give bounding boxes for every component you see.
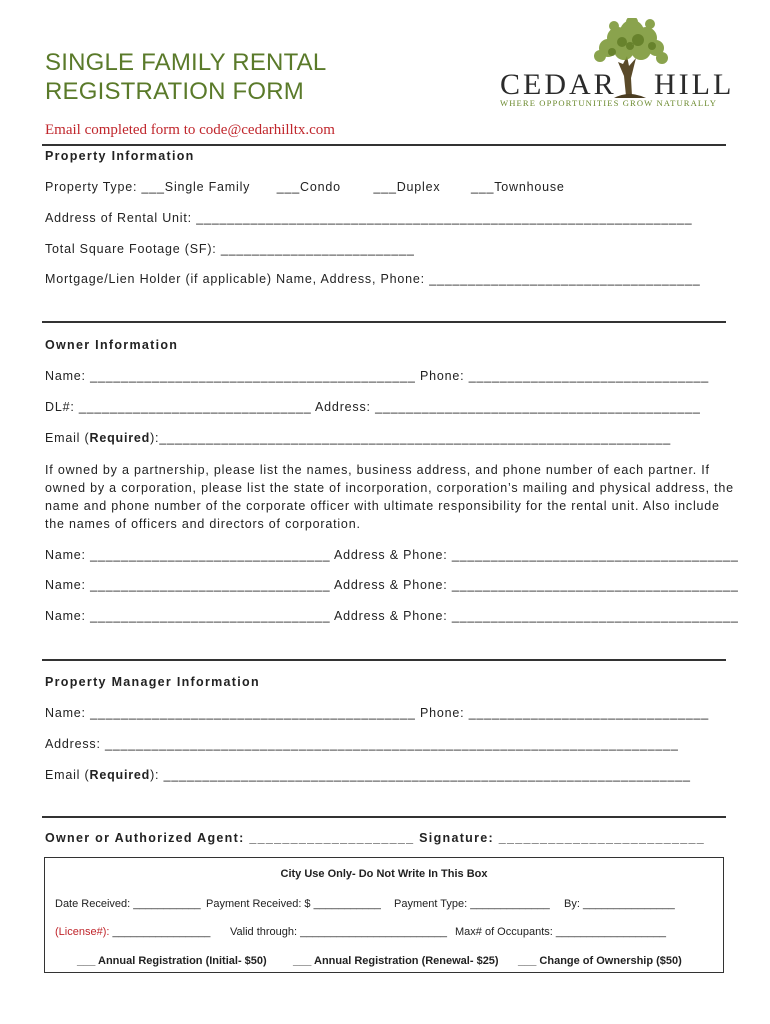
partner-name-field[interactable]: _______________________________ bbox=[90, 548, 331, 562]
property-type-single-family[interactable]: ___Single Family bbox=[141, 180, 251, 194]
mortgage-field[interactable]: ___________________________________ bbox=[429, 272, 701, 286]
square-footage-row bbox=[45, 242, 415, 256]
option-change-ownership[interactable]: ___ Change of Ownership ($50) bbox=[518, 955, 682, 967]
partner-name-label: Name: bbox=[45, 548, 86, 562]
manager-email-label-end: ): bbox=[150, 768, 160, 782]
ownership-instructions: If owned by a partnership, please list the names, business address, and phone number of each partner. If owned by a corporation, please list the state of incorporation, corporation’s mailing and physical address, the name and phone number of the corporate officer with ultimate responsibility for the rental unit. Also include the names of officers and directors of corporation. bbox=[45, 463, 734, 531]
option-annual-initial[interactable]: ___ Annual Registration (Initial- $50) bbox=[77, 955, 267, 967]
manager-email-label: Email ( bbox=[45, 768, 90, 782]
rental-address-label: Address of Rental Unit: bbox=[45, 211, 192, 225]
partner-name-field[interactable]: _______________________________ bbox=[90, 609, 331, 623]
property-type-label: Property Type: bbox=[45, 180, 138, 194]
manager-name-label: Name: bbox=[45, 706, 86, 720]
license-field[interactable]: ________________ bbox=[112, 926, 211, 938]
rental-address-row bbox=[45, 211, 692, 225]
form-title-line2: REGISTRATION FORM bbox=[45, 78, 304, 105]
partner-address-field[interactable]: _____________________________________ bbox=[451, 609, 739, 623]
mortgage-label: Mortgage/Lien Holder (if applicable) Name, Address, Phone: bbox=[45, 272, 425, 286]
section-heading-owner: Owner Information bbox=[45, 338, 179, 352]
divider bbox=[42, 144, 726, 146]
section-heading-manager: Property Manager Information bbox=[45, 675, 260, 689]
owner-email-label-end: ): bbox=[150, 431, 160, 445]
manager-email-field[interactable]: ____________________________________________________________________ bbox=[163, 768, 691, 782]
email-instructions: Email completed form to code@cedarhilltx.com bbox=[45, 122, 335, 138]
rental-address-field[interactable]: ________________________________________________________________ bbox=[196, 211, 693, 225]
owner-phone-field[interactable]: _______________________________ bbox=[468, 369, 709, 383]
city-use-box bbox=[44, 857, 724, 973]
license-row bbox=[55, 926, 210, 938]
partner-address-label: Address & Phone: bbox=[334, 548, 448, 562]
owner-name-label: Name: bbox=[45, 369, 86, 383]
by-field[interactable]: By: _______________ bbox=[564, 898, 675, 910]
owner-email-row bbox=[45, 431, 671, 445]
square-footage-field[interactable]: _________________________ bbox=[220, 242, 415, 256]
logo-tagline: WHERE OPPORTUNITIES GROW NATURALLY bbox=[500, 98, 718, 108]
owner-dl-row bbox=[45, 400, 701, 414]
manager-name-field[interactable]: __________________________________________ bbox=[90, 706, 416, 720]
valid-through-field[interactable]: Valid through: ________________________ bbox=[230, 926, 447, 938]
logo-word-cedar: CEDAR bbox=[500, 68, 617, 101]
license-label: (License#): bbox=[55, 926, 110, 938]
owner-dl-label: DL#: bbox=[45, 400, 75, 414]
property-type-condo[interactable]: ___Condo bbox=[276, 180, 341, 194]
owner-name-field[interactable]: __________________________________________ bbox=[90, 369, 416, 383]
partner-address-field[interactable]: _____________________________________ bbox=[451, 548, 739, 562]
partner-name-label: Name: bbox=[45, 578, 86, 592]
partner-row bbox=[45, 609, 739, 623]
signature-field[interactable]: _________________________ bbox=[498, 831, 706, 845]
option-annual-renewal[interactable]: ___ Annual Registration (Renewal- $25) bbox=[293, 955, 499, 967]
owner-address-field[interactable]: __________________________________________ bbox=[375, 400, 701, 414]
divider bbox=[42, 659, 726, 661]
signature-row bbox=[45, 831, 705, 845]
owner-phone-label: Phone: bbox=[419, 369, 465, 383]
manager-address-field[interactable]: __________________________________________________________________________ bbox=[105, 737, 679, 751]
manager-email-row bbox=[45, 768, 691, 782]
max-occupants-field[interactable]: Max# of Occupants: __________________ bbox=[455, 926, 666, 938]
mortgage-row bbox=[45, 272, 701, 286]
payment-received-field[interactable]: Payment Received: $ ___________ bbox=[206, 898, 381, 910]
logo-word-hill: HILL bbox=[654, 68, 735, 101]
partner-name-field[interactable]: _______________________________ bbox=[90, 578, 331, 592]
cedar-hill-logo bbox=[496, 18, 735, 110]
property-type-townhouse[interactable]: ___Townhouse bbox=[470, 180, 565, 194]
owner-email-label: Email ( bbox=[45, 431, 90, 445]
manager-name-row bbox=[45, 706, 709, 720]
manager-email-required: Required bbox=[89, 768, 151, 782]
divider bbox=[42, 321, 726, 323]
property-type-row bbox=[45, 180, 565, 194]
owner-email-required: Required bbox=[89, 431, 151, 445]
manager-address-label: Address: bbox=[45, 737, 101, 751]
agent-label: Owner or Authorized Agent: bbox=[45, 831, 245, 845]
partner-address-label: Address & Phone: bbox=[334, 609, 448, 623]
manager-phone-field[interactable]: _______________________________ bbox=[468, 706, 709, 720]
date-received-field[interactable]: Date Received: ___________ bbox=[55, 898, 201, 910]
divider bbox=[42, 816, 726, 818]
owner-name-row bbox=[45, 369, 709, 383]
partner-address-field[interactable]: _____________________________________ bbox=[451, 578, 739, 592]
manager-address-row bbox=[45, 737, 679, 751]
owner-address-label: Address: bbox=[315, 400, 371, 414]
agent-field[interactable]: ____________________ bbox=[249, 831, 415, 845]
partner-row bbox=[45, 578, 739, 592]
city-use-title: City Use Only- Do Not Write In This Box bbox=[280, 868, 488, 880]
owner-dl-field[interactable]: ______________________________ bbox=[78, 400, 312, 414]
form-title bbox=[45, 48, 326, 106]
form-title-line1: SINGLE FAMILY RENTAL bbox=[45, 49, 327, 76]
section-heading-property: Property Information bbox=[45, 149, 195, 163]
square-footage-label: Total Square Footage (SF): bbox=[45, 242, 217, 256]
partner-row bbox=[45, 548, 739, 562]
property-type-duplex[interactable]: ___Duplex bbox=[373, 180, 441, 194]
signature-label: Signature: bbox=[419, 831, 494, 845]
partner-name-label: Name: bbox=[45, 609, 86, 623]
payment-type-field[interactable]: Payment Type: _____________ bbox=[394, 898, 550, 910]
manager-phone-label: Phone: bbox=[419, 706, 465, 720]
partner-address-label: Address & Phone: bbox=[334, 578, 448, 592]
owner-email-field[interactable]: __________________________________________________________________ bbox=[159, 431, 671, 445]
